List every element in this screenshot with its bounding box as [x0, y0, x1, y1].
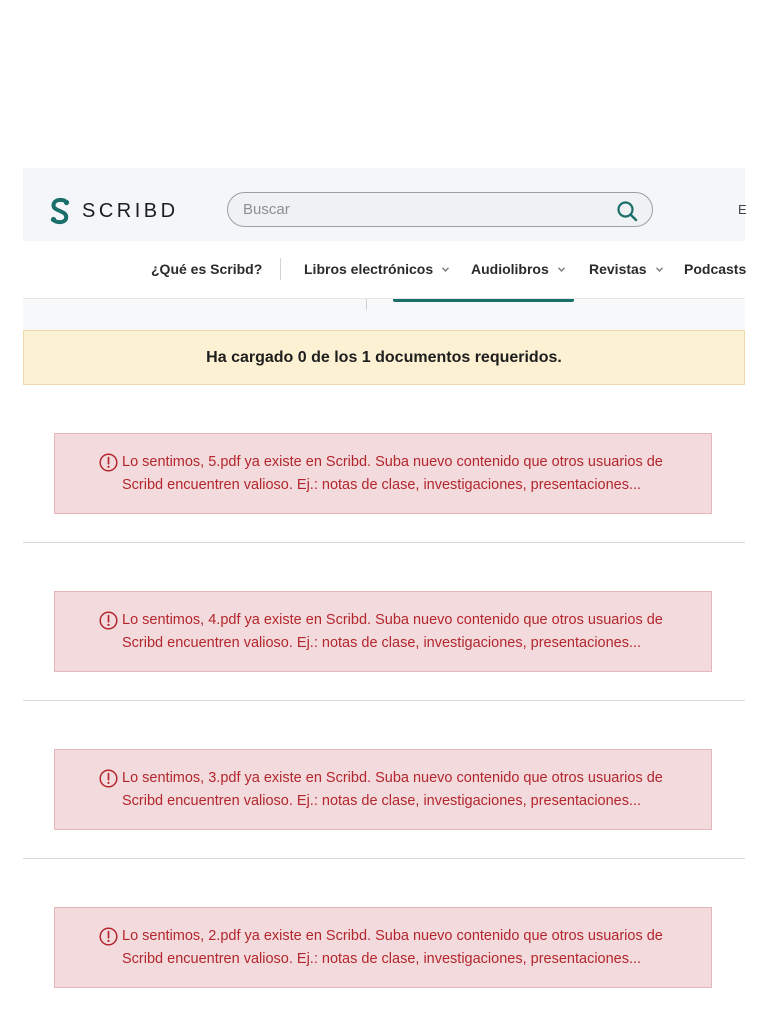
upload-item	[23, 543, 745, 701]
chevron-down-icon	[558, 267, 565, 272]
upload-item	[23, 385, 745, 543]
error-message-line: Scribd encuentren valioso. Ej.: notas de clase, investigaciones, presentaciones...	[122, 635, 642, 651]
alert-circle-icon	[99, 927, 118, 946]
error-message-line: Scribd encuentren valioso. Ej.: notas de clase, investigaciones, presentaciones...	[122, 477, 642, 493]
search-icon[interactable]	[616, 200, 638, 222]
upload-steps-bar	[23, 299, 745, 330]
error-message-line: Lo sentimos, 5.pdf ya existe en Scribd. Suba nuevo contenido que otros usuarios de	[122, 454, 663, 470]
nav-item-label: Audiolibros	[471, 261, 549, 277]
nav-item-label: ¿Qué es Scribd?	[151, 261, 263, 277]
alert-circle-icon	[99, 453, 118, 472]
nav-item-what-is-scribd[interactable]	[151, 261, 262, 277]
error-message-line: Lo sentimos, 3.pdf ya existe en Scribd. Suba nuevo contenido que otros usuarios de	[122, 770, 663, 786]
nav-divider	[280, 258, 281, 280]
chevron-down-icon	[442, 267, 449, 272]
error-message-line: Scribd encuentren valioso. Ej.: notas de clase, investigaciones, presentaciones...	[122, 951, 642, 967]
error-message-line: Lo sentimos, 4.pdf ya existe en Scribd. Suba nuevo contenido que otros usuarios de	[122, 612, 663, 628]
active-step-indicator	[393, 299, 574, 302]
notice-text: Ha cargado 0 de los 1 documentos requeridos.	[206, 348, 562, 366]
error-message	[122, 451, 692, 497]
error-message-line: Scribd encuentren valioso. Ej.: notas de clase, investigaciones, presentaciones...	[122, 793, 642, 809]
top-header	[23, 168, 745, 241]
nav-item-label: Podcasts	[684, 261, 747, 277]
nav-item-ebooks[interactable]	[304, 261, 449, 277]
error-alert	[54, 749, 712, 830]
nav-item-audiobooks[interactable]	[471, 261, 565, 277]
error-message	[122, 925, 692, 971]
nav-item-magazines[interactable]	[589, 261, 663, 277]
nav-item-label: Libros electrónicos	[304, 261, 434, 277]
step-divider	[366, 299, 367, 310]
logo-wordmark: SCRIBD	[82, 200, 179, 222]
alert-circle-icon	[99, 769, 118, 788]
upload-item	[23, 701, 745, 859]
alert-circle-icon	[99, 611, 118, 630]
error-alert	[54, 907, 712, 988]
error-alert	[54, 433, 712, 514]
search-bar	[227, 192, 653, 227]
upload-item	[23, 859, 745, 1017]
upload-progress-notice	[23, 330, 745, 385]
page-frame	[23, 168, 745, 976]
nav-item-label: Revistas	[589, 261, 647, 277]
language-selector[interactable]: E	[738, 202, 747, 217]
chevron-down-icon	[656, 267, 663, 272]
nav-item-podcasts[interactable]	[684, 261, 746, 277]
main-nav	[23, 241, 745, 299]
search-input[interactable]	[243, 193, 603, 226]
error-message	[122, 609, 692, 655]
error-alert	[54, 591, 712, 672]
scribd-logo[interactable]	[49, 197, 179, 225]
error-message-line: Lo sentimos, 2.pdf ya existe en Scribd. Suba nuevo contenido que otros usuarios de	[122, 928, 663, 944]
error-message	[122, 767, 692, 813]
scribd-logo-icon	[49, 197, 71, 225]
